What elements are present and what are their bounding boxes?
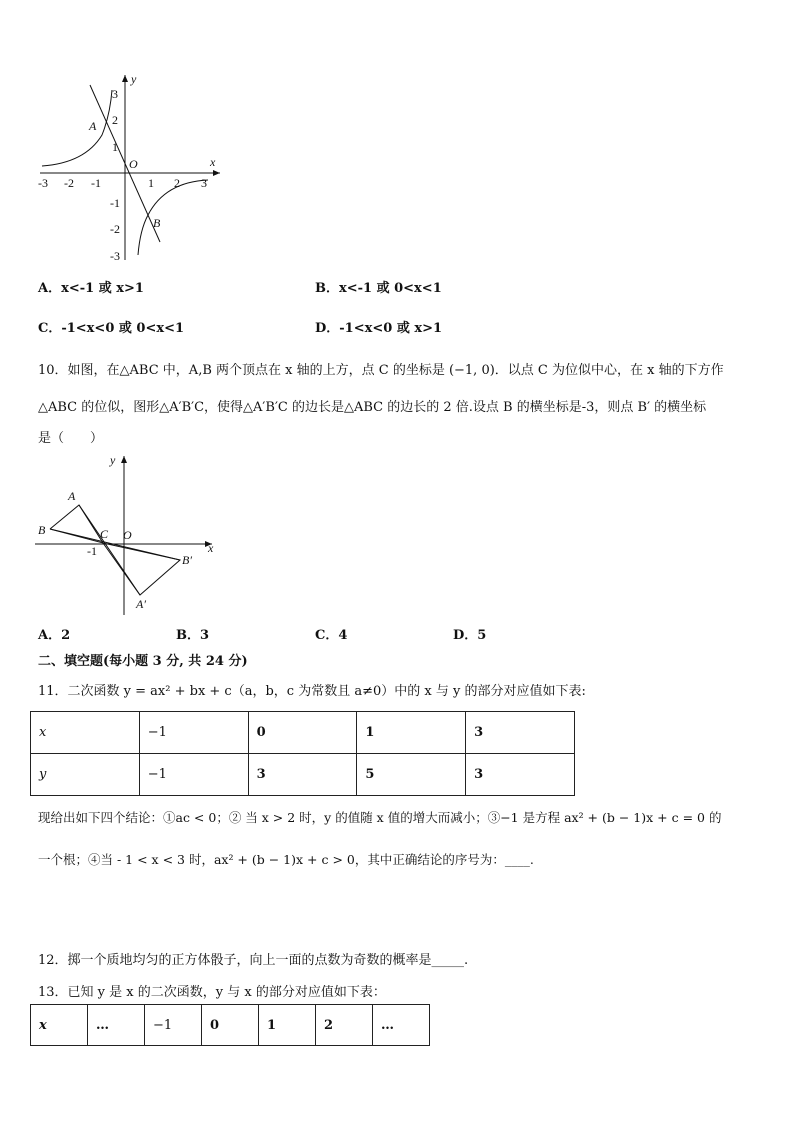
table-cell: 0 <box>248 712 357 754</box>
x-axis-label: x <box>210 155 216 169</box>
x-tick: -2 <box>64 176 74 190</box>
x-tick: 3 <box>201 176 207 190</box>
table-cell: 3 <box>248 754 357 796</box>
q11-conclusions-line-2: 一个根；④当 - 1 < x < 3 时，ax² + (b − 1)x + c > 0，其中正确结论的序号为：____. <box>38 852 534 867</box>
table-cell: 2 <box>316 1005 373 1046</box>
table-cell: x <box>31 1005 88 1046</box>
y-tick: 1 <box>112 140 118 154</box>
label-a-prime: A′ <box>136 597 146 611</box>
q10-line-1: 10．如图，在△ABC 中，A,B 两个顶点在 x 轴的上方，点 C 的坐标是 (−1, 0)．以点 C 为位似中心，在 x 轴的下方作 <box>38 363 724 378</box>
table-cell: 3 <box>466 754 575 796</box>
q10-line-2: △ABC 的位似，图形△A′B′C，使得△A′B′C 的边长是△ABC 的边长的 2 倍.设点 B 的横坐标是-3，则点 B′ 的横坐标 <box>38 400 707 415</box>
table-cell: 5 <box>357 754 466 796</box>
table-cell: −1 <box>139 712 248 754</box>
y-tick: -1 <box>110 196 120 210</box>
y-axis-label: y <box>131 72 137 86</box>
q10-option-a: A．2 <box>38 628 71 643</box>
figure-hyperbola-line <box>30 70 230 270</box>
x-tick: 1 <box>148 176 154 190</box>
figure-triangles <box>30 450 230 620</box>
table-cell: 0 <box>202 1005 259 1046</box>
label-b: B <box>38 523 46 537</box>
table-cell: y <box>31 754 140 796</box>
x-tick: -3 <box>38 176 48 190</box>
option-a: A．x<-1 或 x>1 <box>38 281 144 296</box>
x-axis-label: x <box>208 541 214 555</box>
y-tick: 2 <box>112 113 118 127</box>
point-a-label: A <box>89 119 97 133</box>
option-c: C．-1<x<0 或 0<x<1 <box>38 321 185 336</box>
x-tick: -1 <box>91 176 101 190</box>
table-cell: 1 <box>357 712 466 754</box>
q10-option-b: B．3 <box>176 628 210 643</box>
q11-conclusions-line-1: 现给出如下四个结论：①ac < 0；② 当 x > 2 时，y 的值随 x 值的增大而减小；③−1 是方程 ax² + (b − 1)x + c = 0 的 <box>38 810 722 825</box>
table-cell: x <box>31 712 140 754</box>
section-heading: 二、填空题(每小题 3 分, 共 24 分) <box>38 654 248 669</box>
q10-line-3: 是（ ） <box>38 431 104 446</box>
table-cell: … <box>88 1005 145 1046</box>
y-tick: 3 <box>112 87 118 101</box>
q12-text: 12．掷一个质地均匀的正方体骰子，向上一面的点数为奇数的概率是_____. <box>38 953 469 968</box>
q11-table <box>30 711 575 796</box>
table-cell: 3 <box>466 712 575 754</box>
label-neg1: -1 <box>87 544 97 558</box>
q10-option-c: C．4 <box>315 628 348 643</box>
table-row <box>31 712 575 754</box>
point-b-label: B <box>153 216 161 230</box>
label-o: O <box>123 528 132 542</box>
table-row <box>31 754 575 796</box>
y-axis-label: y <box>110 453 116 467</box>
label-a: A <box>68 489 76 503</box>
y-tick: -2 <box>110 222 120 236</box>
option-d: D．-1<x<0 或 x>1 <box>315 321 443 336</box>
y-tick: -3 <box>110 249 120 263</box>
table-cell: … <box>373 1005 430 1046</box>
table-cell: −1 <box>145 1005 202 1046</box>
table-row <box>31 1005 430 1046</box>
table-cell: 1 <box>259 1005 316 1046</box>
option-b: B．x<-1 或 0<x<1 <box>315 281 442 296</box>
label-b-prime: B′ <box>182 553 192 567</box>
table-cell: −1 <box>139 754 248 796</box>
x-tick: 2 <box>174 176 180 190</box>
q13-table <box>30 1004 430 1046</box>
label-c: C <box>100 527 109 541</box>
q11-intro: 11．二次函数 y = ax² + bx + c（a，b，c 为常数且 a≠0）中的 x 与 y 的部分对应值如下表: <box>38 684 586 699</box>
q13-intro: 13．已知 y 是 x 的二次函数，y 与 x 的部分对应值如下表： <box>38 985 386 1000</box>
q10-option-d: D．5 <box>453 628 487 643</box>
origin-label: O <box>129 157 138 171</box>
